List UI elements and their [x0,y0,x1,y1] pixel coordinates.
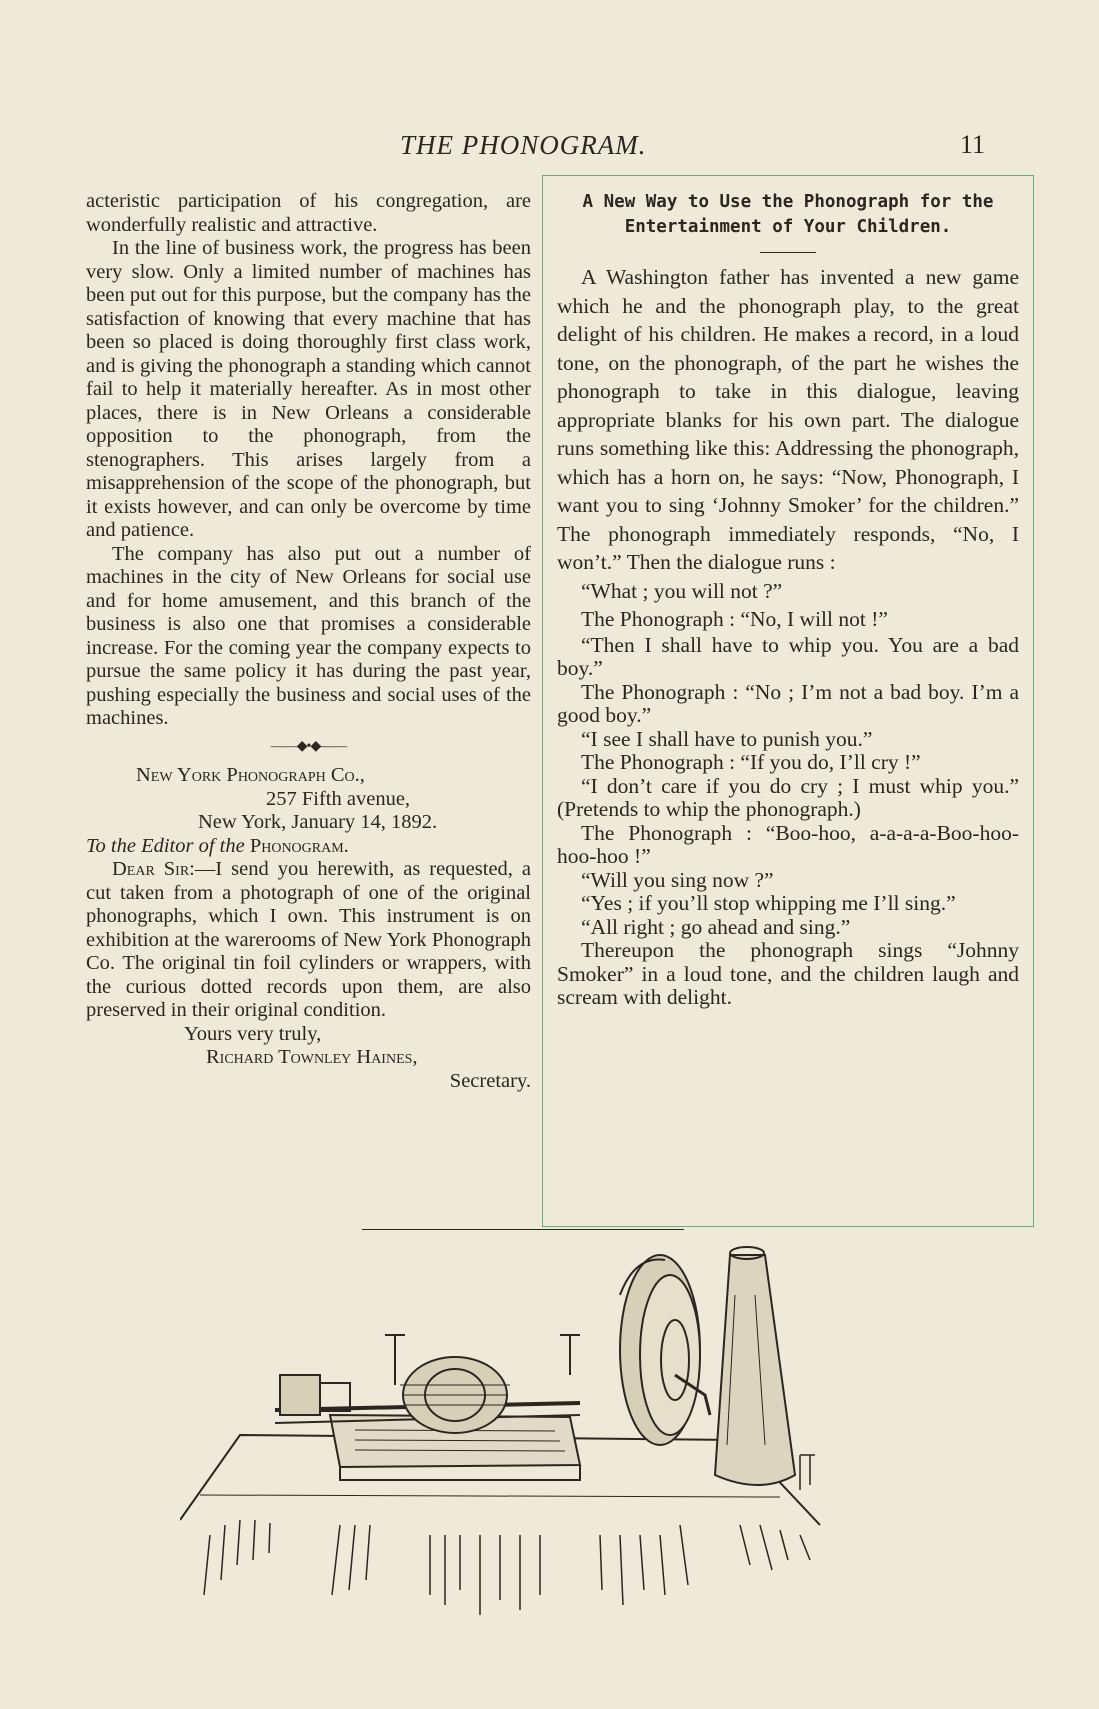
phonograph-illustration [180,1235,900,1620]
letter-recipient-name: Phonogram. [249,834,349,857]
dialogue-line: “I don’t care if you do cry ; I must whip you.” (Pretends to whip the phonograph.) [557,773,1019,821]
letter-signer: Richard Townley Haines, [206,1046,418,1068]
dialogue-line: “Yes ; if you’ll stop whipping me I’ll sing.” [581,891,956,915]
left-column [86,190,531,1093]
article-intro: A Washington father has invented a new game which he and the phonograph play, to the great delight of his children. He makes a record, in a loud tone, on the phonograph, of the part he wishes the phonograph to take in this dialogue, leaving appropriate blanks for his own part. The dialogue runs something like this: Addressing the phonograph, which has a horn on, he says: “Now, Phonograph, I want you to sing ‘Johnny Smoker’ for the children.” The phonograph immediately responds, “No, I won’t.” Then the dialogue runs : [557,265,1019,574]
dialogue-line: “I see I shall have to punish you.” [581,726,873,751]
dialogue-line: The Phonograph : “If you do, I’ll cry !” [581,750,921,774]
dialogue-line: The Phonograph : “No, I will not !” [581,607,888,631]
running-header [0,130,1099,170]
dialogue-line: “All right ; go ahead and sing.” [581,914,851,939]
section-rule [362,1229,684,1230]
publication-title: THE PHONOGRAM. [400,130,647,160]
dialogue-line: Thereupon the phonograph sings “Johnny Smoker” in a loud tone, and the children laugh and scream with delight. [557,938,1019,1009]
letter-date: New York, January 14, 1892. [198,811,438,833]
letter-body-text: :—I send you herewith, as requested, a cut taken from a photograph of one of the original phonographs, which I own. This instrument is on exhibition at the warerooms of New York Phonograph Co. The original tin foil cylinders or wrappers, with the curious dotted records upon them, are also preserved in their original condition. [86,858,531,1021]
dialogue-line: “Then I shall have to whip you. You are a bad boy.” [557,632,1019,680]
letter-recipient-italic: To the Editor of the [86,834,245,857]
left-paragraph-2: In the line of business work, the progress has been very slow. Only a limited number of machines has been put out for this purpose, but the company has the satisfaction of knowing that every machine that has been so placed is doing thoroughly first class work, and is giving the phonograph a standing which cannot fail to help it materially hereafter. As in most other places, there is in New Orleans a considerable opposition to the phonograph, from the stenographers. This arises largely from a misapprehension of the scope of the phonograph, but it exists however, and can only be overcome by time and patience. [86,237,531,541]
letter-company: New York Phonograph Co., [136,764,365,786]
letter-signer-title: Secretary. [449,1069,531,1092]
left-paragraph-1: acteristic participation of his congregation, are wonderfully realistic and attractive. [86,190,531,236]
dialogue-line: The Phonograph : “No ; I’m not a bad boy. I’m a good boy.” [557,679,1019,727]
ornament-divider: ——◆•◆—— [270,738,347,754]
dialogue-line: “What ; you will not ?” [581,578,783,603]
article-box [542,175,1034,1227]
article-heading: A New Way to Use the Phonograph for the Entertainment of Your Children. [582,192,994,237]
letter-heading [86,764,531,835]
dialogue-line: The Phonograph : “Boo-hoo, a-a-a-a-Boo-hoo-hoo-hoo !” [557,820,1019,868]
letter-signoff [86,1023,531,1094]
heading-rule [760,252,816,253]
page-number: 11 [960,130,986,159]
letter-body [86,858,531,1023]
letter-recipient [86,835,531,859]
left-paragraph-3: The company has also put out a number of machines in the city of New Orleans for social use and for home amusement, and this branch of the business is also one that promises a considerable increase. For the coming year the company expects to pursue the same policy it has during the past year, pushing especially the business and social uses of the machines. [86,542,531,729]
dialogue-line: “Will you sing now ?” [581,867,774,892]
letter-salutation: Dear Sir [112,858,190,880]
letter-closing: Yours very truly, [184,1022,322,1045]
letter-address: 257 Fifth avenue, [266,787,411,810]
